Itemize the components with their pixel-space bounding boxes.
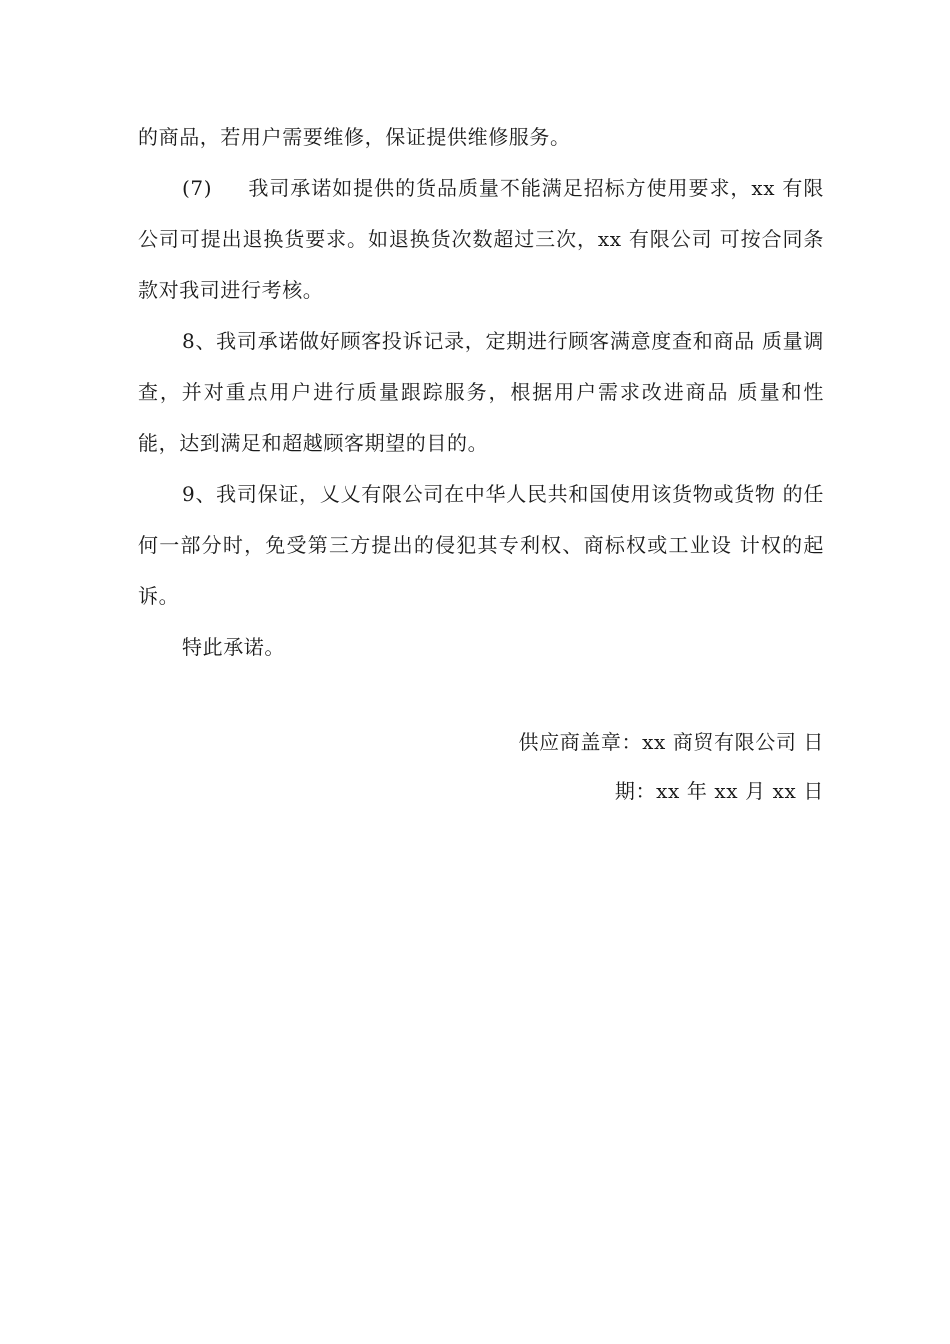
paragraph-item-8: 8、我司承诺做好顾客投诉记录，定期进行顾客满意度查和商品 质量调查，并对重点用户进行质量跟踪服务，根据用户需求改进商品 质量和性能，达到满足和超越顾客期望的目的。 <box>138 329 824 455</box>
item-7-number: (7) <box>182 176 213 200</box>
date-line: 期：xx 年 xx 月 xx 日 <box>614 779 824 803</box>
paragraph-continuation: 的商品，若用户需要维修，保证提供维修服务。 <box>138 125 571 149</box>
paragraph-item-7 <box>138 163 824 316</box>
document-body <box>138 112 824 673</box>
item-7-text: 我司承诺如提供的货品质量不能满足招标方使用要求，xx 有限公司可提出退换货要求。如退换货次数超过三次，xx 有限公司 可按合同条款对我司进行考核。 <box>138 176 824 302</box>
supplier-stamp-line: 供应商盖章：xx 商贸有限公司 日 <box>518 730 824 754</box>
paragraph-item-9: 9、我司保证，乂乂有限公司在中华人民共和国使用该货物或货物 的任何一部分时，免受第三方提出的侵犯其专利权、商标权或工业设 计权的起诉。 <box>138 482 824 608</box>
closing-statement: 特此承诺。 <box>182 635 285 659</box>
